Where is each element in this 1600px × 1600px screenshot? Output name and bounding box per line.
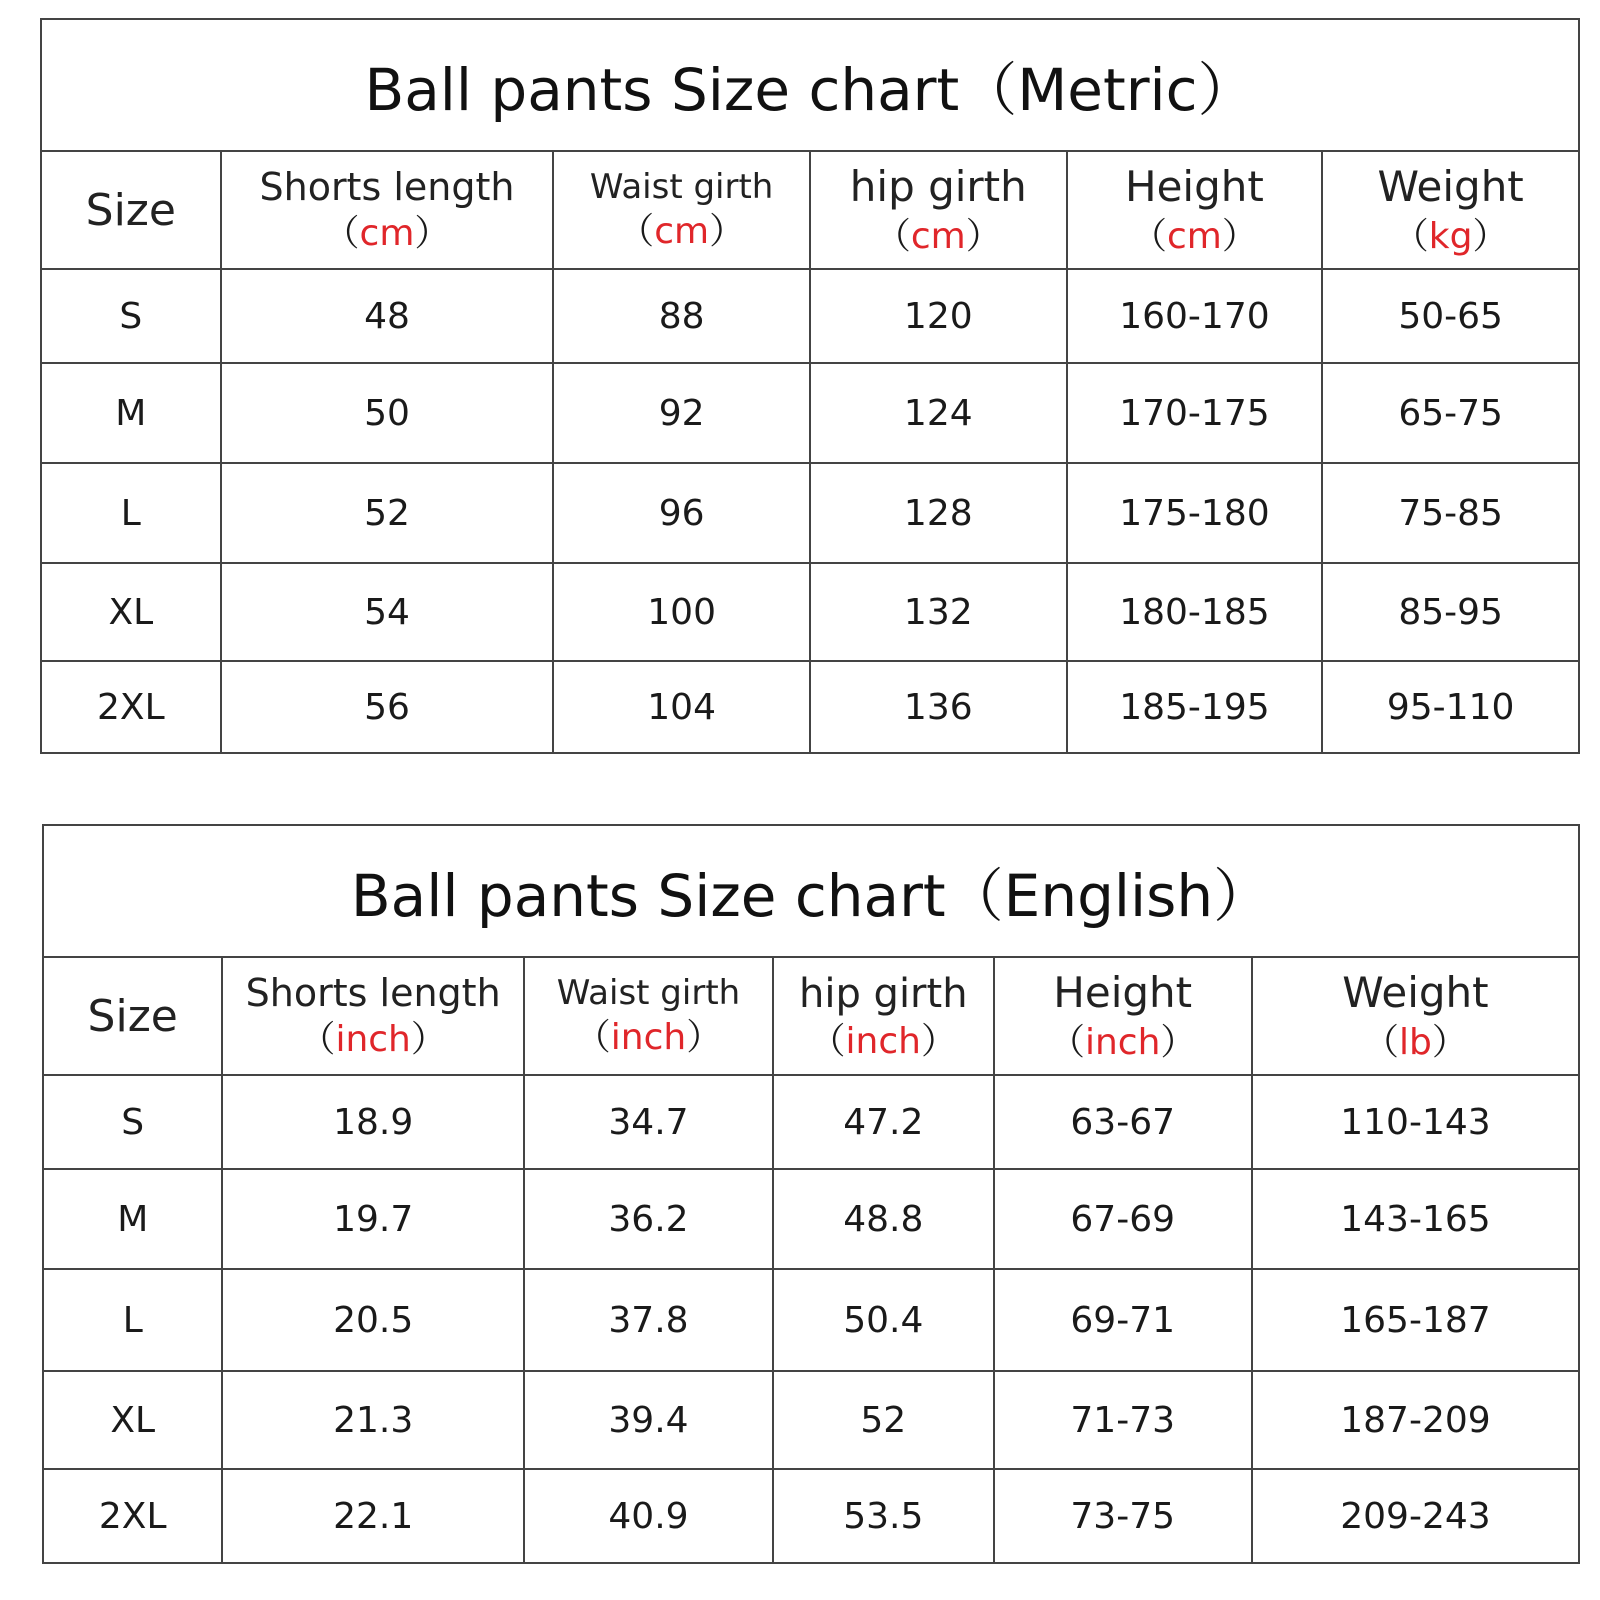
header-unit: （inch） (574, 1016, 723, 1058)
table-row (43, 1075, 1579, 1169)
table-cell: 185-195 (1067, 661, 1323, 753)
table-row (43, 1269, 1579, 1371)
table-cell: 120 (810, 269, 1067, 363)
size-cell: S (43, 1075, 222, 1169)
table-cell: 54 (221, 563, 554, 661)
unit-text: inch (335, 1019, 411, 1061)
table-row (41, 269, 1579, 363)
size-cell: 2XL (43, 1469, 222, 1563)
table-row (43, 1469, 1579, 1563)
table-cell: 160-170 (1067, 269, 1323, 363)
table-cell: 56 (221, 661, 554, 753)
header-unit: （cm） (618, 210, 746, 252)
unit-text: lb (1399, 1021, 1432, 1063)
column-header-weight (1322, 151, 1579, 269)
table-cell: 71-73 (994, 1371, 1252, 1469)
table-cell: 69-71 (994, 1269, 1252, 1371)
table-cell: 65-75 (1322, 363, 1579, 463)
column-header-hip-girth (773, 957, 993, 1075)
table-cell: 75-85 (1322, 463, 1579, 563)
size-cell: M (41, 363, 221, 463)
unit-text: cm (359, 213, 415, 255)
header-label: hip girth (849, 162, 1027, 212)
table-cell: 52 (773, 1371, 993, 1469)
header-unit: （kg） (1392, 215, 1509, 257)
unit-text: kg (1428, 215, 1473, 257)
table-cell: 67-69 (994, 1169, 1252, 1269)
table-cell: 53.5 (773, 1469, 993, 1563)
table-cell: 18.9 (222, 1075, 523, 1169)
table-row (41, 363, 1579, 463)
unit-text: cm (654, 210, 710, 252)
table-cell: 20.5 (222, 1269, 523, 1371)
table-cell: 96 (553, 463, 810, 563)
header-unit: （cm） (1130, 215, 1258, 257)
header-label: Waist girth (589, 167, 774, 208)
table-cell: 21.3 (222, 1371, 523, 1469)
column-header-waist-girth (553, 151, 810, 269)
header-label: Shorts length (245, 970, 501, 1015)
table-cell: 50.4 (773, 1269, 993, 1371)
size-chart-english-table (42, 824, 1580, 1564)
size-cell: L (43, 1269, 222, 1371)
table-title: Ball pants Size chart（Metric） (41, 19, 1579, 151)
table-cell: 100 (553, 563, 810, 661)
title-row (43, 825, 1579, 957)
column-header-height (994, 957, 1252, 1075)
table-cell: 34.7 (524, 1075, 773, 1169)
header-label: Weight (1377, 162, 1524, 212)
table-cell: 63-67 (994, 1075, 1252, 1169)
header-unit: （cm） (323, 213, 451, 255)
table-row (41, 463, 1579, 563)
table-cell: 209-243 (1252, 1469, 1579, 1563)
table-cell: 165-187 (1252, 1269, 1579, 1371)
table-cell: 170-175 (1067, 363, 1323, 463)
table-row (41, 563, 1579, 661)
size-cell: 2XL (41, 661, 221, 753)
table-cell: 180-185 (1067, 563, 1323, 661)
column-header-height (1067, 151, 1323, 269)
table-cell: 47.2 (773, 1075, 993, 1169)
table-cell: 104 (553, 661, 810, 753)
column-header-size: Size (41, 151, 221, 269)
column-header-size: Size (43, 957, 222, 1075)
table-cell: 73-75 (994, 1469, 1252, 1563)
table-cell: 36.2 (524, 1169, 773, 1269)
unit-text: inch (845, 1020, 921, 1062)
table-cell: 95-110 (1322, 661, 1579, 753)
unit-text: inch (610, 1016, 687, 1058)
column-header-shorts-length (221, 151, 554, 269)
size-cell: L (41, 463, 221, 563)
header-row (41, 151, 1579, 269)
header-label: Shorts length (259, 164, 515, 209)
table-cell: 110-143 (1252, 1075, 1579, 1169)
table-cell: 22.1 (222, 1469, 523, 1563)
table-cell: 136 (810, 661, 1067, 753)
table-cell: 88 (553, 269, 810, 363)
table-cell: 39.4 (524, 1371, 773, 1469)
table-cell: 124 (810, 363, 1067, 463)
table-cell: 52 (221, 463, 554, 563)
unit-text: cm (1166, 215, 1222, 257)
column-header-hip-girth (810, 151, 1067, 269)
header-label: Height (1053, 968, 1193, 1018)
table-cell: 132 (810, 563, 1067, 661)
table-cell: 19.7 (222, 1169, 523, 1269)
table-cell: 128 (810, 463, 1067, 563)
size-cell: M (43, 1169, 222, 1269)
header-unit: （lb） (1363, 1021, 1468, 1063)
header-unit: （cm） (874, 215, 1002, 257)
header-unit: （inch） (1048, 1021, 1197, 1063)
table-cell: 92 (553, 363, 810, 463)
table-title: Ball pants Size chart（English） (43, 825, 1579, 957)
header-label: Height (1125, 162, 1264, 212)
header-row (43, 957, 1579, 1075)
table-cell: 85-95 (1322, 563, 1579, 661)
size-cell: XL (41, 563, 221, 661)
header-label: Weight (1342, 968, 1489, 1018)
table-cell: 50 (221, 363, 554, 463)
column-header-weight (1252, 957, 1579, 1075)
header-unit: （inch） (809, 1020, 957, 1062)
table-cell: 187-209 (1252, 1371, 1579, 1469)
table-cell: 175-180 (1067, 463, 1323, 563)
unit-text: cm (910, 215, 966, 257)
table-cell: 40.9 (524, 1469, 773, 1563)
title-row (41, 19, 1579, 151)
header-label: hip girth (798, 970, 968, 1017)
table-row (41, 661, 1579, 753)
column-header-shorts-length (222, 957, 523, 1075)
size-chart-metric-table (40, 18, 1580, 754)
size-cell: XL (43, 1371, 222, 1469)
size-cell: S (41, 269, 221, 363)
unit-text: inch (1084, 1021, 1161, 1063)
table-cell: 37.8 (524, 1269, 773, 1371)
header-unit: （inch） (299, 1019, 447, 1061)
table-cell: 48.8 (773, 1169, 993, 1269)
column-header-waist-girth (524, 957, 773, 1075)
table-cell: 143-165 (1252, 1169, 1579, 1269)
header-label: Waist girth (556, 973, 741, 1014)
table-cell: 48 (221, 269, 554, 363)
table-cell: 50-65 (1322, 269, 1579, 363)
table-row (43, 1169, 1579, 1269)
table-row (43, 1371, 1579, 1469)
